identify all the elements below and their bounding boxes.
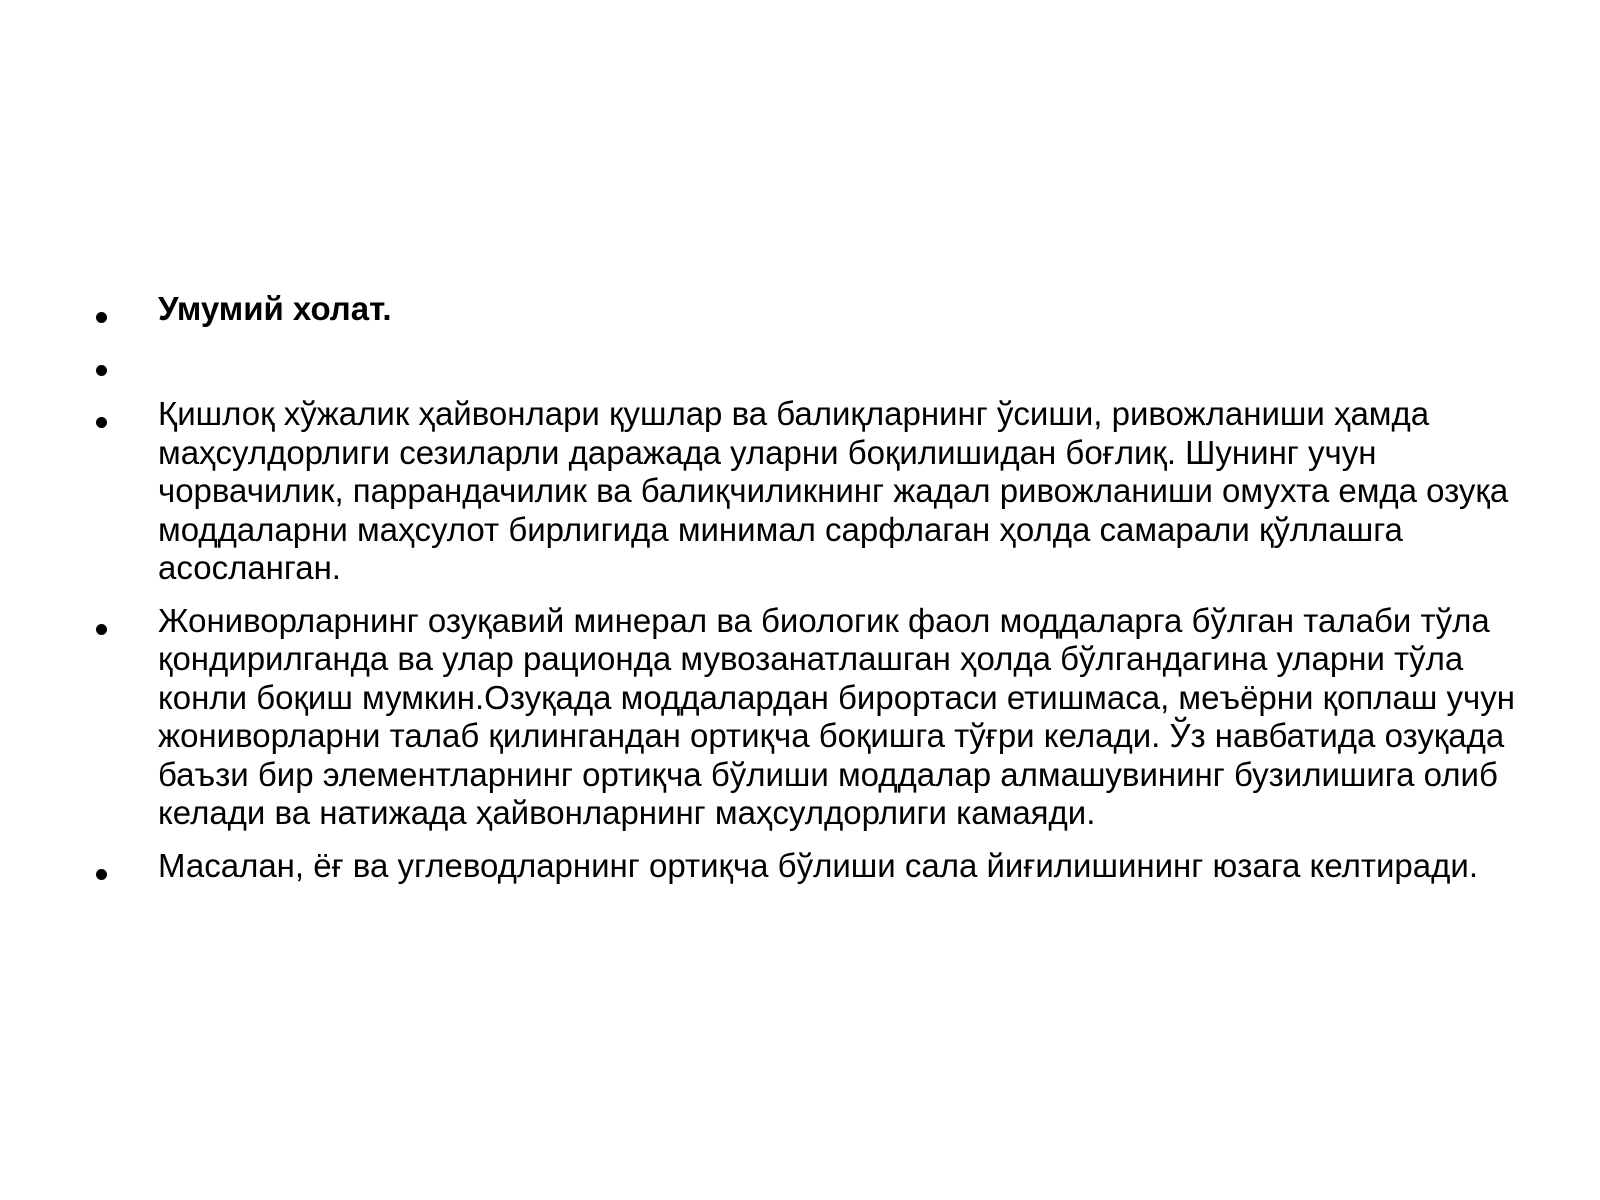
bullet-item-example: [96, 847, 1516, 886]
bullet-item-nutrition: [96, 602, 1516, 833]
bullet-dot-icon: [96, 312, 107, 323]
bullet-heading-text: Умумий холат.: [158, 290, 392, 327]
bullet-item-empty: [96, 343, 1516, 382]
bullet-list: [96, 290, 1516, 899]
bullet-dot-icon: [96, 869, 107, 880]
bullet-nutrition-text: Жониворларнинг озуқавий минерал ва биологик фаол моддаларга бўлган талаби тўла қондирилганда ва улар рационда мувозанатлашган ҳолда бўлгандагина уларни тўла конли боқиш мумкин.Озуқада моддалардан бирортаси етишмаса, меъёрни қоплаш учун жониворларни талаб қилингандан ортиқча боқишга тўғри келади. Ўз навбатида озуқада баъзи бир элементларнинг ортиқча бўлиши моддалар алмашувининг бузилишига олиб келади ва натижада ҳайвонларнинг маҳсулдорлиги камаяди.: [158, 601, 1515, 831]
bullet-item-growth: [96, 395, 1516, 588]
bullet-dot-icon: [96, 624, 107, 635]
bullet-item-heading: [96, 290, 1516, 329]
bullet-dot-icon: [96, 365, 107, 376]
bullet-growth-text: Қишлоқ хўжалик ҳайвонлари қушлар ва балиқларнинг ўсиши, ривожланиши ҳамда маҳсулдорлиги сезиларли даражада уларни боқилишидан боғлиқ. Шунинг учун чорвачилик, паррандачилик ва балиқчиликнинг жадал ривожланиши омухта емда озуқа моддаларни маҳсулот бирлигида минимал сарфлаган ҳолда самарали қўллашга асосланган.: [158, 395, 1509, 586]
bullet-dot-icon: [96, 417, 107, 428]
bullet-example-text: Масалан, ёғ ва углеводларнинг ортиқча бўлиши сала йиғилишининг юзага келтиради.: [158, 846, 1478, 884]
